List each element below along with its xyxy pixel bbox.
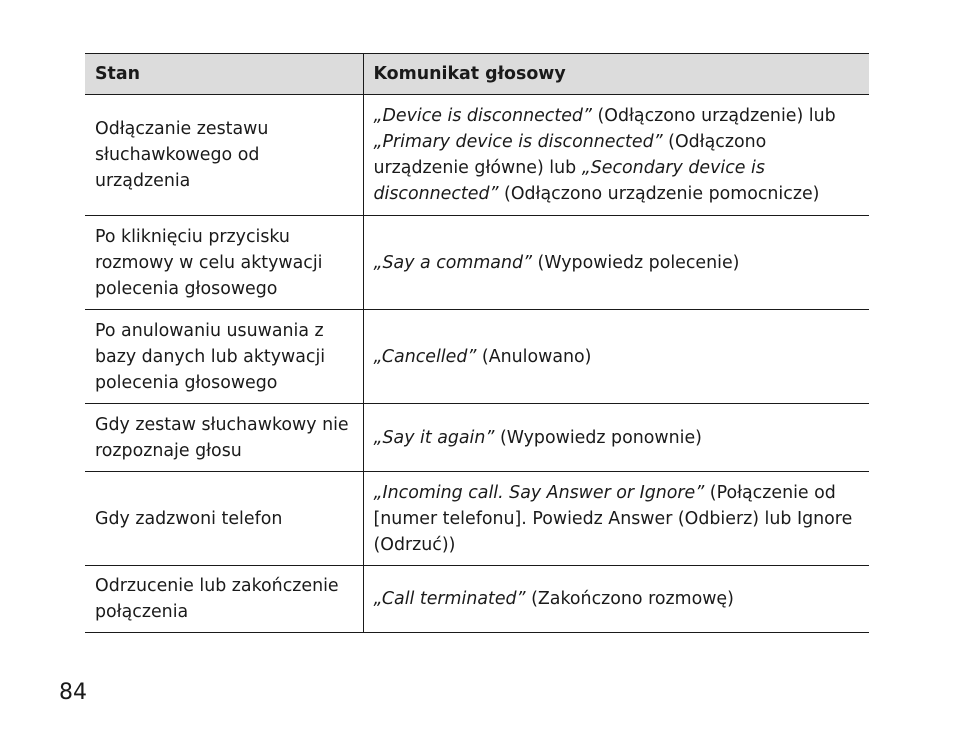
- message-translation: (Wypowiedz polecenie): [532, 252, 740, 273]
- state-cell: Gdy zadzwoni telefon: [85, 472, 363, 566]
- message-quote: „Primary device is disconnected”: [373, 132, 663, 152]
- message-cell: [363, 566, 869, 633]
- message-translation: (Zakończono rozmowę): [525, 589, 734, 609]
- page-number: 84: [59, 680, 87, 705]
- table-row: [85, 472, 869, 566]
- message-quote: „Say it again”: [373, 427, 495, 448]
- table-header-row: [85, 54, 869, 95]
- header-voice-message: Komunikat głosowy: [363, 54, 869, 95]
- message-translation: (Odłączono urządzenie główne) lub: [373, 132, 767, 178]
- message-translation: (Odłączono urządzenie pomocnicze): [498, 184, 820, 204]
- message-translation: (Odłączono urządzenie) lub: [591, 106, 836, 126]
- message-quote: „Say a command”: [373, 252, 533, 273]
- message-quote: „Call terminated”: [373, 589, 526, 609]
- table-row: [85, 310, 869, 404]
- state-cell: Odłączanie zestawu słuchawkowego od urządzenia: [85, 95, 363, 216]
- message-quote: „Incoming call. Say Answer or Ignore”: [373, 482, 705, 503]
- message-cell: [363, 216, 869, 310]
- message-translation: (Połączenie od [numer telefonu]. Powiedz Answer (Odbierz) lub Ignore (Odrzuć)): [373, 482, 853, 555]
- message-quote: „Secondary device is disconnected”: [373, 158, 765, 204]
- state-cell: Po kliknięciu przycisku rozmowy w celu aktywacji polecenia głosowego: [85, 216, 363, 310]
- table-row: [85, 404, 869, 472]
- state-cell: Gdy zestaw słuchawkowy nie rozpoznaje głosu: [85, 404, 363, 472]
- message-cell: [363, 310, 869, 404]
- table-row: [85, 566, 869, 633]
- message-cell: [363, 95, 869, 216]
- message-cell: [363, 404, 869, 472]
- message-translation: (Wypowiedz ponownie): [494, 427, 702, 448]
- message-quote: „Device is disconnected”: [373, 106, 592, 126]
- table-row: [85, 216, 869, 310]
- state-cell: Po anulowaniu usuwania z bazy danych lub aktywacji polecenia głosowego: [85, 310, 363, 404]
- message-quote: „Cancelled”: [373, 346, 477, 367]
- message-translation: (Anulowano): [476, 346, 592, 367]
- message-cell: [363, 472, 869, 566]
- state-cell: Odrzucenie lub zakończenie połączenia: [85, 566, 363, 633]
- header-state: Stan: [85, 54, 363, 95]
- table-row: [85, 95, 869, 216]
- voice-messages-table: [85, 53, 869, 633]
